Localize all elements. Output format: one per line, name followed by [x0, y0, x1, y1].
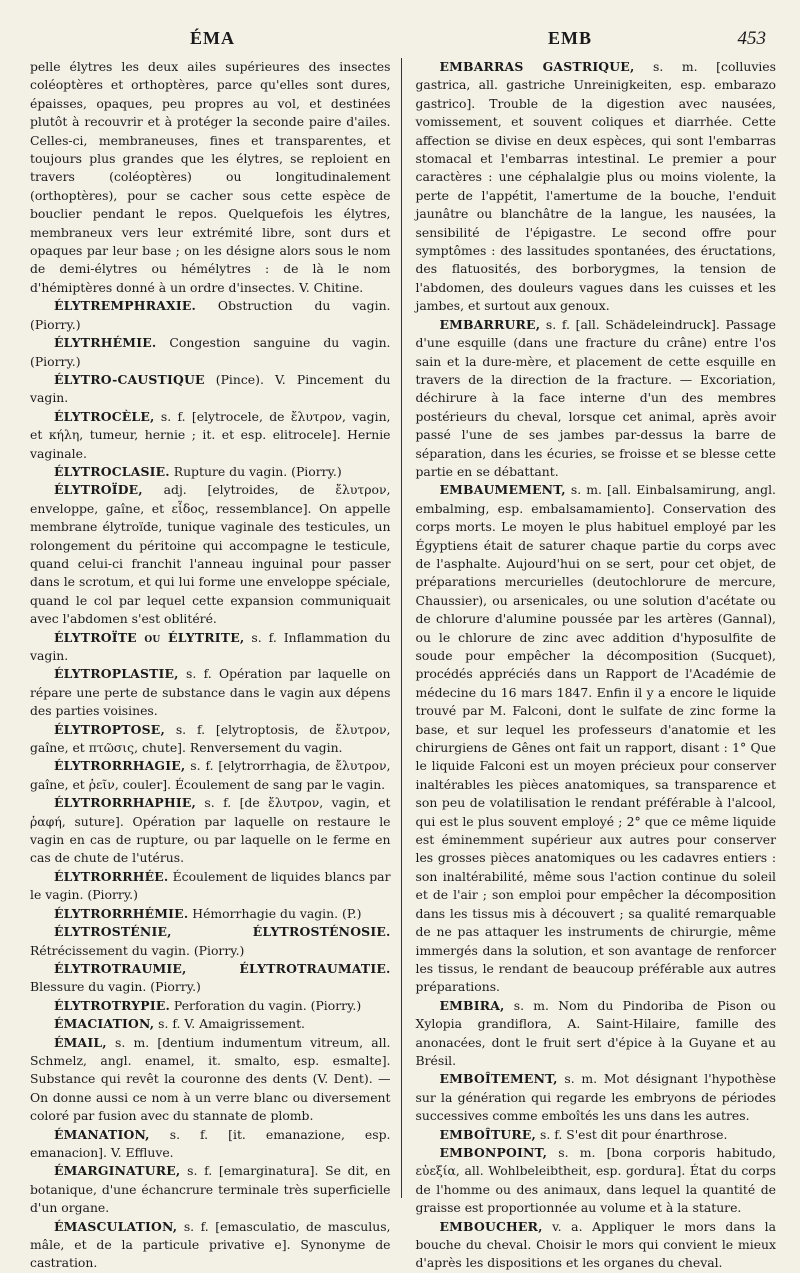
dictionary-entry: [30, 408, 391, 463]
entry-headword: ÉMACIATION,: [54, 1016, 155, 1032]
dictionary-entry: [416, 481, 777, 996]
left-column: [30, 58, 401, 1271]
entry-definition: s. m. [colluvies gastrica, all. gastriche Unreinigkeiten, esp. embarazo gastrico]. Trouble de la digestion avec nausées, vomissement, et souvent coliques et diarrhée. Cette affection se divise en deux espèces, qui sont l'embarras stomacal et l'embarras intestinal. Le premier a pour caractères : une céphalalgie plus ou moins violente, la perte de l'appétit, l'amertume de la bouche, l'enduit jaunâtre ou blanchâtre de la langue, les nausées, la sensibilité de l'épigastre. Le second offre pour symptômes : des lassitudes spontanées, des éructations, des flatuosités, des borborygmes, la tension de l'abdomen, des douleurs vagues dans les cuisses et les jambes, et surtout aux genoux.: [415, 59, 776, 314]
entry-headword: ÉLYTROÏTE ou ÉLYTRITE,: [54, 629, 245, 645]
entry-headword: EMBARRURE,: [439, 316, 541, 332]
entry-headword: ÉMANATION,: [54, 1126, 150, 1142]
entry-definition: s. f. S'est dit pour énarthrose.: [536, 1126, 728, 1142]
entry-headword: EMBOUCHER,: [439, 1218, 543, 1234]
entry-definition: pelle élytres les deux ailes supérieures des insectes coléoptères et orthoptères, parce qu'elles sont dures, épaisses, opaques, peu propres au vol, et destinées plutôt à recouvrir et à protéger la seconde paire d'ailes. Celles-ci, membraneuses, fines et transparentes, et toujours plus grandes que les élytres, se reploient en travers (coléoptères) ou longitudinalement (orthoptères), pour se cacher sous cette espèce de bouclier pendant le repos. Quelquefois les élytres, membraneux vers leur extrémité libre, sont durs et opaques par leur base ; on les désigne alors sous le nom de demi-élytres ou hémélytres : de là le nom d'hémiptères donné à un ordre d'insectes. V. Chitine.: [30, 59, 391, 295]
dictionary-entry: [416, 316, 777, 482]
entry-headword: ÉLYTRORRHÉE.: [54, 868, 169, 884]
entry-definition: Écoulement de liquides blancs par le vagin. (Piorry.): [30, 868, 391, 903]
dictionary-entry: [416, 1126, 777, 1144]
entry-definition: s. f. [all. Schädeleindruck]. Passage d'une esquille (dans une fracture du crâne) entre l'os sain et la dure-mère, et placement de cette esquille en travers de la direction de la fracture. — Excoriation, déchirure à la face interne d'un des membres postérieurs du cheval, lorsque cet animal, après avoir passé l'une de ses jambes par-dessus la barre de séparation, dans les écuries, se froisse et se blesse cette partie en se débattant.: [415, 316, 776, 479]
entry-definition: Hémorrhagie du vagin. (P.): [188, 905, 362, 921]
entry-headword: ÉLYTROPLASTIE,: [54, 666, 179, 682]
entry-definition: Rupture du vagin. (Piorry.): [169, 463, 342, 479]
entry-definition: s. m. Nom du Pindoriba de Pison ou Xylopia grandiflora, A. Saint-Hilaire, famille des anonacées, dont le fruit sert d'épice à la Guyane et au Brésil.: [415, 997, 776, 1068]
dictionary-entry: [30, 1162, 391, 1217]
entry-definition: s. f. [elytrorrhagia, de ἔλυτρον, gaîne, et ῥεῖν, couler]. Écoulement de sang par le vagin.: [30, 758, 391, 792]
dictionary-entry: [416, 1144, 777, 1218]
entry-headword: ÉLYTRORRHÉMIE.: [54, 905, 189, 921]
entry-definition: s. f. [emasculatio, de masculus, mâle, et de la particule privative e]. Synonyme de castration.: [30, 1218, 391, 1271]
entry-definition: Rétrécissement du vagin. (Piorry.): [30, 942, 245, 958]
entry-headword: ÉLYTRHÉMIE.: [54, 335, 157, 351]
entry-definition: Obstruction du vagin. (Piorry.): [30, 298, 391, 332]
dictionary-entry: [30, 665, 391, 720]
entry-definition: s. f. [it. emanazione, esp. emanacion]. V. Effluve.: [30, 1126, 391, 1160]
entry-headword: EMBOÎTEMENT,: [439, 1071, 558, 1087]
entry-headword: EMBONPOINT,: [439, 1144, 548, 1160]
entry-headword: ÉLYTROCLASIE.: [54, 463, 170, 479]
entry-definition: s. f. V. Amaigrissement.: [154, 1016, 305, 1032]
entry-headword: EMBAUMEMENT,: [439, 482, 566, 498]
dictionary-entry: [30, 629, 391, 666]
entry-definition: s. m. [bona corporis habitudo, εὐεξία, all. Wohlbeleibtheit, esp. gordura]. État du corps de l'homme ou des animaux, dans lequel la quantité de graisse est proportionnée au volume et à la stature.: [415, 1144, 776, 1216]
entry-headword: EMBARRAS GASTRIQUE,: [439, 59, 635, 74]
dictionary-entry: [30, 58, 391, 297]
dictionary-entry: [30, 334, 391, 371]
dictionary-entry: [416, 58, 777, 316]
entry-headword: ÉLYTROÏDE,: [54, 482, 143, 498]
entry-headword: ÉLYTRORRHAPHIE,: [54, 795, 197, 811]
dictionary-entry: [30, 1015, 391, 1033]
dictionary-entry: [30, 1218, 391, 1273]
entry-headword: ÉLYTROCÈLE,: [54, 408, 155, 424]
dictionary-entry: [30, 721, 391, 758]
entry-headword: ÉLYTROSTÉNIE, ÉLYTROSTÉNOSIE.: [54, 924, 391, 940]
entry-definition: s. m. Mot désignant l'hypothèse sur la génération qui regarde les embryons de périodes successives comme emboîtés les uns dans les autres.: [415, 1071, 776, 1124]
entry-definition: adj. [elytroides, de ἔλυτρον, enveloppe, gaîne, et εἶδος, ressemblance]. On appelle membrane élytroïde, tunique vaginale des testicules, un rolongement du péritoine qui accompagne le testicule, quand celui-ci franchit l'anneau inguinal pour passer dans le scrotum, et qui lui forme une enveloppe spéciale, quand le col par lequel cette expansion communiquait avec l'abdomen s'est oblitéré.: [30, 482, 391, 627]
dictionary-entry: [30, 463, 391, 481]
entry-definition: Perforation du vagin. (Piorry.): [169, 997, 362, 1013]
entry-headword: ÉLYTROPTOSE,: [54, 721, 165, 737]
guide-word-left: ÉMA: [190, 28, 235, 48]
entry-headword: EMBIRA,: [439, 997, 505, 1013]
entry-headword: ÉMAIL,: [54, 1034, 107, 1050]
entry-headword: ÉMASCULATION,: [54, 1218, 178, 1234]
dictionary-entry: [30, 757, 391, 794]
entry-definition: s. m. [all. Einbalsamirung, angl. embalming, esp. embalsamamiento]. Conservation des corps morts. Le moyen le plus habituel employé par les Égyptiens était de saturer chaque partie du corps avec de l'asphalte. Aujourd'hui on se sert, pour cet objet, de préparations mercurielles (deutochlorure de mercure, Chaussier), ou arsenicales, ou une solution d'acétate ou de chlorure d'alumine poussée par les artères (Gannal), ou le chlorure de zinc avec addition d'hyposulfite de soude pour empêcher la décomposition (Sucquet), procédés appréciés dans un Rapport de l'Académie de médecine du 16 mars 1847. Enfin il y a encore le liquide trouvé par M. Falconi, dont le sulfate de zinc forme la base, et sur lequel les professeurs d'anatomie et les chirurgiens de Gênes ont fait un rapport, disant : 1° Que le liquide Falconi est un moyen précieux pour conserver inaltérables les pièces anatomiques, sa transparence et son peu de volatilisation le rendant préférable à l'alcool, qui est le plus souvent employé ; 2° que ce même liquide est éminemment supérieur aux autres pour conserver les grosses pièces anatomiques ou les cadavres entiers : son inaltérabilité, même sous l'action continue du soleil et de l'air ; son emploi pour empêcher la décomposition dans les tissus mis à découvert ; sa qualité remarquable de ne pas attaquer les instruments de chirurgie, même immergés dans la solution, et son avantage de renforcer les tissus, le rendant de beaucoup préférable aux autres préparations.: [415, 482, 776, 995]
entry-definition: v. a. Appliquer le mors dans la bouche du cheval. Choisir le mors qui convient le mieux d'après les dispositions et les organes du cheval.: [415, 1218, 776, 1271]
dictionary-columns: [30, 58, 776, 1271]
entry-headword: ÉLYTRO-CAUSTIQUE: [54, 371, 205, 387]
dictionary-entry: [30, 1126, 391, 1163]
entry-headword: ÉLYTROTRAUMIE, ÉLYTROTRAUMATIE.: [54, 960, 391, 976]
entry-definition: s. f. Inflammation du vagin.: [30, 629, 391, 663]
dictionary-entry: [30, 297, 391, 334]
page-number: 453: [737, 28, 766, 49]
dictionary-entry: [30, 868, 391, 905]
entry-definition: s. f. [elytrocele, de ἔλυτρον, vagin, et κήλη, tumeur, hernie ; it. et esp. elitrocele]. Hernie vaginale.: [30, 408, 391, 461]
dictionary-entry: [30, 371, 391, 408]
right-column: [401, 58, 777, 1271]
dictionary-entry: [30, 905, 391, 923]
entry-definition: s. m. [dentium indumentum vitreum, all. Schmelz, angl. enamel, it. smalto, esp. esmalte]. Substance qui revêt la couronne des dents (V. Dent). — On donne aussi ce nom à un verre blanc ou diversement coloré par fusion avec du stannate de plomb.: [30, 1034, 391, 1124]
entry-headword: ÉLYTRORRHAGIE,: [54, 758, 186, 774]
entry-headword: ÉLYTREMPHRAXIE.: [54, 298, 196, 314]
entry-headword: EMBOÎTURE,: [439, 1126, 537, 1142]
dictionary-entry: [30, 923, 391, 960]
dictionary-entry: [416, 997, 777, 1071]
entry-headword: ÉMARGINATURE,: [54, 1163, 181, 1179]
dictionary-entry: [30, 481, 391, 628]
dictionary-entry: [30, 1034, 391, 1126]
dictionary-entry: [416, 1218, 777, 1273]
entry-definition: s. f. [de ἔλυτρον, vagin, et ῥαφή, suture]. Opération par laquelle on restaure le vagin en cas de rupture, ou par laquelle on le ferme en cas de chute de l'utérus.: [30, 795, 391, 866]
entry-headword: ÉLYTROTRYPIE.: [54, 997, 170, 1013]
dictionary-entry: [30, 794, 391, 868]
dictionary-entry: [30, 997, 391, 1015]
page-header: [30, 28, 772, 54]
dictionary-entry: [30, 960, 391, 997]
guide-word-right: EMB: [548, 28, 593, 48]
entry-definition: (Pince). V. Pincement du vagin.: [30, 371, 391, 406]
entry-definition: s. f. [elytroptosis, de ἔλυτρον, gaîne, et πτῶσις, chute]. Renversement du vagin.: [30, 721, 391, 756]
entry-definition: s. f. Opération par laquelle on répare une perte de substance dans le vagin aux dépens des parties voisines.: [30, 666, 391, 719]
entry-definition: Blessure du vagin. (Piorry.): [30, 979, 201, 995]
entry-definition: s. f. [emarginatura]. Se dit, en botanique, d'une échancrure terminale très superficielle d'un organe.: [30, 1163, 391, 1216]
dictionary-entry: [416, 1070, 777, 1125]
entry-definition: Congestion sanguine du vagin. (Piorry.): [30, 335, 391, 369]
